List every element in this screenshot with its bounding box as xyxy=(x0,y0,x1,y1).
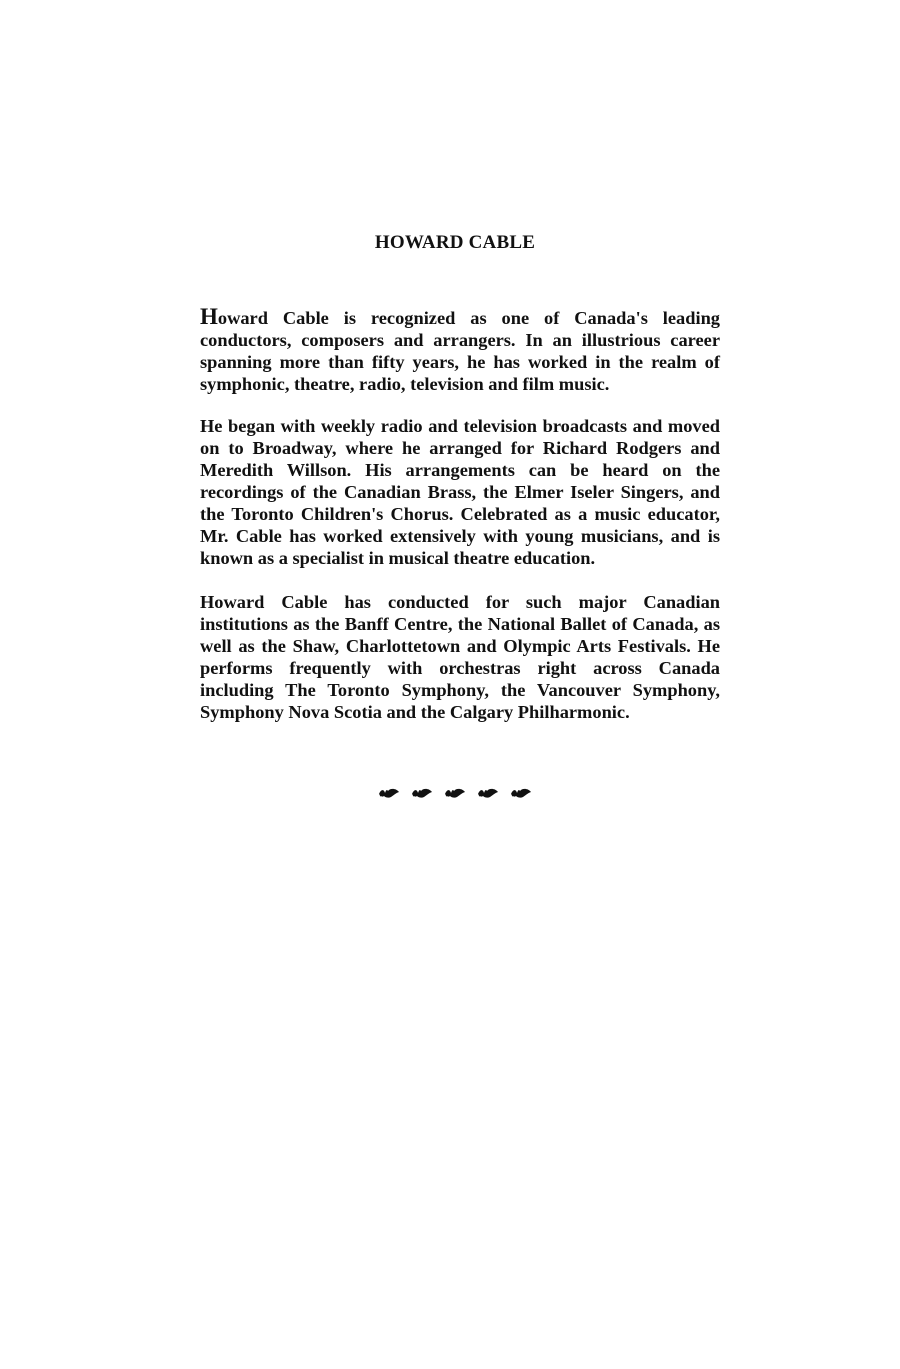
leaf-ornament-icon xyxy=(378,787,400,803)
paragraph-3: Howard Cable has conducted for such major Canadian institutions as the Banff Centre, the National Ballet of Canada, as well as the Shaw, Charlottetown and Olympic Arts Festivals. He performs frequently with orchestras right across Canada including The Toronto Symphony, the Vancouver Symphony, Symphony Nova Scotia and the Calgary Philharmonic. xyxy=(200,592,720,722)
ornament-divider xyxy=(0,787,900,803)
paragraph-1 xyxy=(200,306,720,395)
leaf-ornament-icon xyxy=(510,787,532,803)
biography-body xyxy=(200,306,720,745)
leaf-ornament-icon xyxy=(477,787,499,803)
drop-cap: H xyxy=(200,304,218,329)
paragraph-2: He began with weekly radio and television broadcasts and moved on to Broadway, where he arranged for Richard Rodgers and Meredith Willson. His arrangements can be heard on the recordings of the Canadian Brass, the Elmer Iseler Singers, and the Toronto Children's Chorus. Celebrated as a music educator, Mr. Cable has worked extensively with young musicians, and is known as a specialist in musical theatre education. xyxy=(200,416,720,568)
leaf-ornament-icon xyxy=(411,787,433,803)
paragraph-1-text: oward Cable is recognized as one of Canada's leading conductors, composers and arrangers. In an illustrious career spanning more than fifty years, he has worked in the realm of symphonic, theatre, radio, television and film music. xyxy=(200,308,720,394)
page-title: HOWARD CABLE xyxy=(374,232,536,253)
leaf-ornament-icon xyxy=(444,787,466,803)
